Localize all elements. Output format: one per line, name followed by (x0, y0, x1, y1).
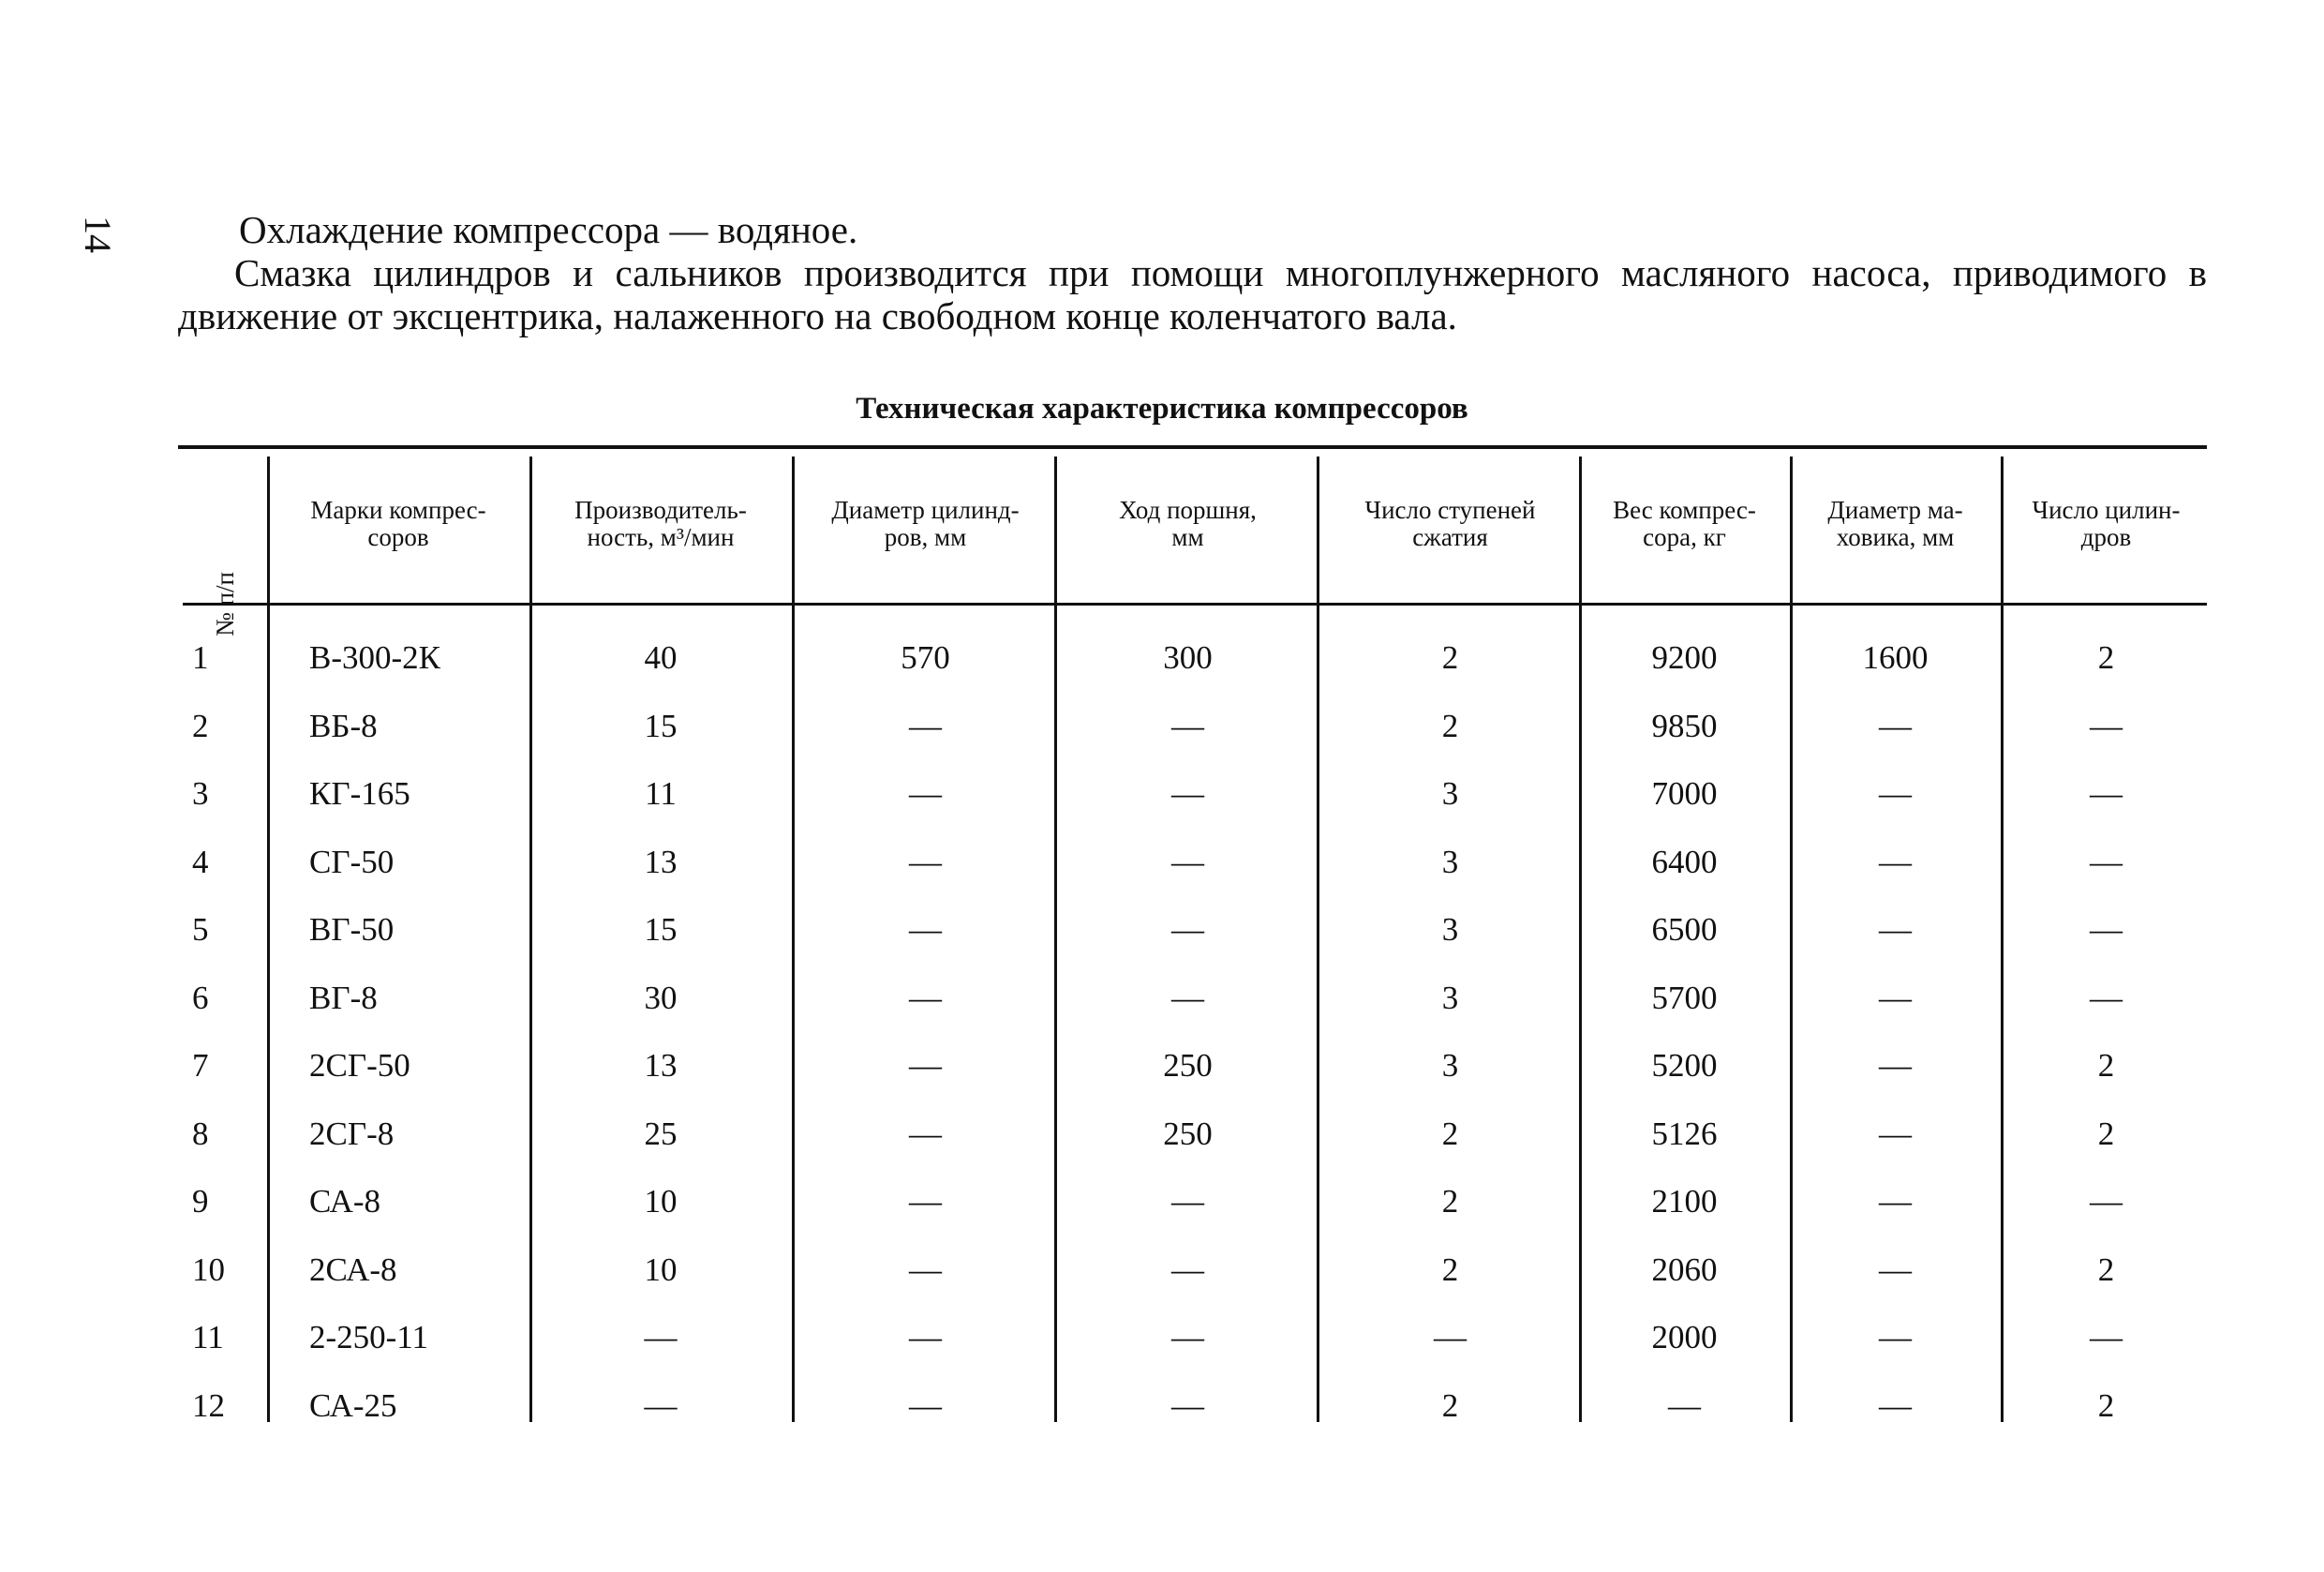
cell-capacity: 10 (644, 1250, 678, 1288)
cell-weight: 6500 (1651, 911, 1718, 948)
cell-no: 8 (192, 1115, 209, 1152)
cell-stroke: — (1171, 707, 1204, 744)
cell-no: 2 (192, 707, 209, 744)
cell-stages: 2 (1441, 1250, 1459, 1288)
cell-capacity: 10 (644, 1183, 678, 1220)
cell-flywheel: — (1879, 979, 1912, 1016)
cell-weight: 7000 (1651, 775, 1718, 812)
header-cyl-diameter: Диаметр цилинд- ров, мм (831, 496, 1020, 551)
cell-stroke: — (1171, 1250, 1204, 1288)
header-weight: Вес компрес- сора, кг (1613, 496, 1756, 551)
cell-capacity: — (644, 1386, 678, 1424)
column-divider (529, 457, 532, 1422)
cell-no: 7 (192, 1047, 209, 1084)
cell-cylinders: 2 (2097, 1386, 2115, 1424)
cell-no: 10 (192, 1250, 225, 1288)
cell-stages: 2 (1441, 1386, 1459, 1424)
cell-flywheel: — (1879, 911, 1912, 948)
cell-stages: 3 (1441, 911, 1459, 948)
cell-flywheel: — (1879, 1386, 1912, 1424)
cell-stages: 3 (1441, 775, 1459, 812)
cell-cyl-diameter: — (909, 911, 942, 948)
table-header-rule (183, 603, 2207, 606)
cell-capacity: 13 (644, 843, 678, 880)
cell-stages: 3 (1441, 979, 1459, 1016)
header-no: № п/п (211, 572, 239, 636)
cell-cyl-diameter: — (909, 1115, 942, 1152)
cell-stroke: — (1171, 979, 1204, 1016)
header-stroke: Ход поршня, мм (1119, 496, 1257, 551)
cell-capacity: 13 (644, 1047, 678, 1084)
cell-weight: — (1668, 1386, 1701, 1424)
cell-mark: ВГ-8 (309, 979, 378, 1016)
page-number: 14 (77, 216, 119, 253)
cell-cylinders: 2 (2097, 1115, 2115, 1152)
cell-flywheel: — (1879, 1183, 1912, 1220)
column-divider (267, 457, 270, 1422)
column-divider (792, 457, 795, 1422)
cell-mark: КГ-165 (309, 775, 410, 812)
column-divider (1790, 457, 1793, 1422)
column-divider (1579, 457, 1582, 1422)
cell-cyl-diameter: — (909, 1047, 942, 1084)
cell-stroke: 250 (1163, 1115, 1213, 1152)
cell-flywheel: 1600 (1862, 639, 1929, 676)
cell-cyl-diameter: — (909, 775, 942, 812)
cell-stages: 2 (1441, 639, 1459, 676)
cell-no: 1 (192, 639, 209, 676)
cell-stroke: — (1171, 1183, 1204, 1220)
header-mark: Марки компрес- соров (310, 496, 486, 551)
cell-cyl-diameter: — (909, 1386, 942, 1424)
cell-cyl-diameter: — (909, 1250, 942, 1288)
cell-cyl-diameter: — (909, 1183, 942, 1220)
cell-stages: 2 (1441, 1115, 1459, 1152)
header-stages: Число ступеней сжатия (1364, 496, 1536, 551)
cell-no: 12 (192, 1386, 225, 1424)
cell-no: 3 (192, 775, 209, 812)
column-divider (1317, 457, 1319, 1422)
cell-cyl-diameter: — (909, 1319, 942, 1355)
cell-cylinders: — (2090, 775, 2123, 812)
cell-mark: 2-250-11 (309, 1319, 429, 1355)
cell-cyl-diameter: 570 (901, 639, 950, 676)
cell-capacity: — (644, 1319, 678, 1355)
cell-mark: В-300-2К (309, 639, 440, 676)
table-caption: Техническая характеристика компрессоров (856, 392, 1468, 426)
cell-mark: СГ-50 (309, 843, 395, 880)
cell-stroke: — (1171, 843, 1204, 880)
cell-weight: 6400 (1651, 843, 1718, 880)
cell-weight: 5126 (1651, 1115, 1718, 1152)
cell-flywheel: — (1879, 707, 1912, 744)
cell-capacity: 40 (644, 639, 678, 676)
cell-flywheel: — (1879, 1250, 1912, 1288)
cell-flywheel: — (1879, 1115, 1912, 1152)
cell-stroke: — (1171, 775, 1204, 812)
cell-no: 6 (192, 979, 209, 1016)
header-cylinders: Число цилин- дров (2032, 496, 2181, 551)
cell-weight: 2060 (1651, 1250, 1718, 1288)
cell-cylinders: — (2090, 1183, 2123, 1220)
cell-stages: 2 (1441, 1183, 1459, 1220)
cell-capacity: 15 (644, 911, 678, 948)
cell-weight: 5200 (1651, 1047, 1718, 1084)
cell-capacity: 25 (644, 1115, 678, 1152)
cell-no: 9 (192, 1183, 209, 1220)
cell-no: 11 (192, 1319, 224, 1355)
cell-weight: 5700 (1651, 979, 1718, 1016)
cell-capacity: 11 (645, 775, 677, 812)
column-divider (2001, 457, 2004, 1422)
cell-cyl-diameter: — (909, 843, 942, 880)
cell-cylinders: — (2090, 1319, 2123, 1355)
cell-mark: ВГ-50 (309, 911, 395, 948)
cell-stroke: — (1171, 1386, 1204, 1424)
cell-mark: 2СГ-50 (309, 1047, 410, 1084)
cell-stages: — (1434, 1319, 1467, 1355)
cell-weight: 9200 (1651, 639, 1718, 676)
paragraph-lubrication: Смазка цилиндров и сальников производится при помощи многоплунжерного масляного насоса, приводимого в движение от эксцентрика, налаженного на свободном конце коленчатого вала. (178, 251, 2207, 337)
cell-stroke: — (1171, 911, 1204, 948)
cell-cyl-diameter: — (909, 707, 942, 744)
cell-capacity: 30 (644, 979, 678, 1016)
cell-stroke: — (1171, 1319, 1204, 1355)
cell-cylinders: — (2090, 911, 2123, 948)
cell-stroke: 250 (1163, 1047, 1213, 1084)
cell-weight: 9850 (1651, 707, 1718, 744)
cell-flywheel: — (1879, 843, 1912, 880)
cell-stroke: 300 (1163, 639, 1213, 676)
cell-no: 5 (192, 911, 209, 948)
cell-mark: 2СА-8 (309, 1250, 397, 1288)
cell-no: 4 (192, 843, 209, 880)
cell-cylinders: — (2090, 707, 2123, 744)
cell-cylinders: 2 (2097, 639, 2115, 676)
cell-flywheel: — (1879, 1319, 1912, 1355)
cell-mark: СА-8 (309, 1183, 381, 1220)
cell-cylinders: — (2090, 843, 2123, 880)
column-divider (1054, 457, 1057, 1422)
header-capacity: Производитель- ность, м³/мин (574, 496, 747, 551)
cell-flywheel: — (1879, 775, 1912, 812)
cell-weight: 2000 (1651, 1319, 1718, 1355)
cell-cylinders: — (2090, 979, 2123, 1016)
cell-cylinders: 2 (2097, 1250, 2115, 1288)
cell-stages: 3 (1441, 1047, 1459, 1084)
paragraph-cooling: Охлаждение компрессора — водяное. (239, 208, 858, 251)
cell-cyl-diameter: — (909, 979, 942, 1016)
cell-mark: СА-25 (309, 1386, 397, 1424)
cell-stages: 3 (1441, 843, 1459, 880)
table-top-rule (178, 445, 2207, 449)
header-flywheel: Диаметр ма- ховика, мм (1827, 496, 1963, 551)
cell-cylinders: 2 (2097, 1047, 2115, 1084)
cell-mark: ВБ-8 (309, 707, 378, 744)
cell-stages: 2 (1441, 707, 1459, 744)
cell-weight: 2100 (1651, 1183, 1718, 1220)
cell-mark: 2СГ-8 (309, 1115, 395, 1152)
cell-flywheel: — (1879, 1047, 1912, 1084)
cell-capacity: 15 (644, 707, 678, 744)
